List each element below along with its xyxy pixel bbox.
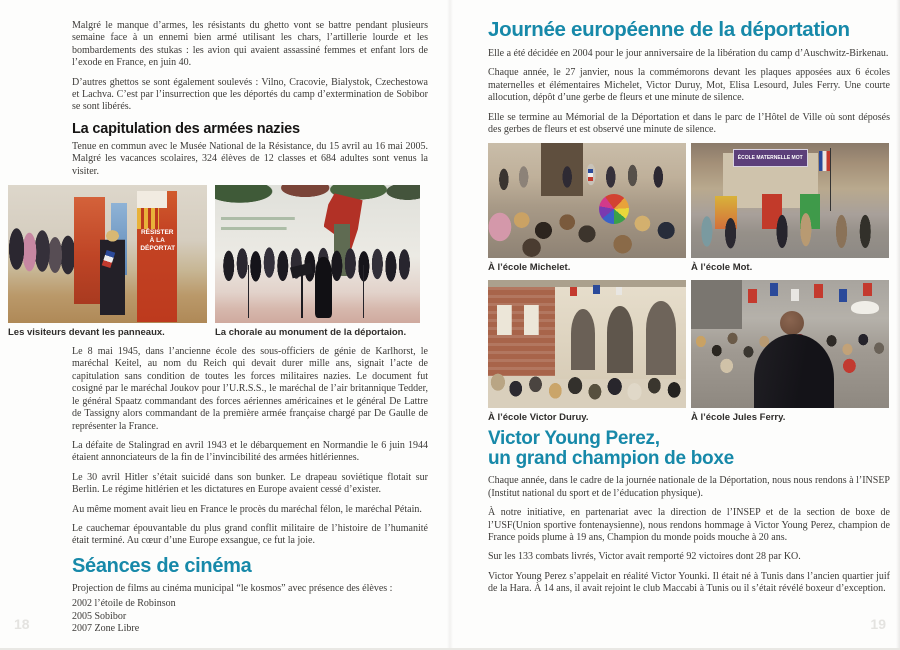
- paragraph-stalingrad: La défaite de Stalingrad en avril 1943 et le débarquement en Normandie le 6 juin 1944 étaient annonciateurs de la fin de l’invincibilité des armées hitlériennes.: [72, 439, 428, 464]
- red-exhibit-column: [137, 191, 177, 322]
- paragraph-decidee-2004: Elle a été décidée en 2004 pour le jour anniversaire de la libération du camp d’Auschwitz-Birkenau.: [488, 48, 889, 59]
- film-item-2007: 2007 Zone Libre: [72, 623, 140, 635]
- official-with-sash: [100, 229, 126, 315]
- music-stand: [301, 271, 303, 318]
- paragraph-8-mai-1945: Le 8 mai 1945, dans l’ancienne école des sous-officiers de génie de Karlhorst, le maréchal Keitel, au nom du Reich qui devait durer mille ans, signait l’acte de capitulation sans condition de toutes les forces militaires nazies. Le document fut cosigné par le maréchal Joukov pour l’U.R.S.S., le maréchal de l’air britannique Tedder, le général Spaatz commandant des forces aériennes américaines et le général De Lattre de Tassigny alors commandant de la première armée française chargé par De Gaulle de représenter la France.: [72, 346, 428, 432]
- photo-chorale: [215, 185, 420, 323]
- photo-ecole-victor-duruy: [488, 280, 686, 408]
- mayor-tricolor-sash: [588, 169, 593, 181]
- page-fold: [447, 0, 453, 650]
- mic-stand-right: [363, 265, 365, 317]
- heading-victor-young-perez: [488, 429, 890, 469]
- figure-ferry: [691, 280, 889, 423]
- right-text-column-top: [488, 18, 890, 136]
- photo-ecole-mot: [691, 143, 889, 258]
- caption-visitors: Les visiteurs devant les panneaux.: [8, 327, 165, 339]
- paragraph-hitler-bunker: Le 30 avril Hitler s’était suicidé dans son bunker. Le drapeau soviétique flotait sur Berlin. Le régime hitlérien et les dictatures en Europe avaient cessé d’exister.: [72, 471, 428, 496]
- brick-facade: [488, 287, 555, 377]
- paragraph-ghetto-resistance: Malgré le manque d’armes, les résistants du ghetto vont se battre pendant plusieurs semaine face à un ennemi bien armé utilisant les chars, l’artillerie lourde et les bombardements des stukas : les avion qui avaient assassiné femmes et enfant lors de l’exode en France, en juin 40.: [72, 20, 428, 69]
- page-number-right: 19: [870, 616, 886, 632]
- school-name-sign: ÉCOLE MATERNELLE MOT: [733, 149, 808, 167]
- heading-victor-line2: un grand champion de boxe: [488, 448, 734, 470]
- left-photo-row: [8, 185, 420, 338]
- caption-duruy: À l’école Victor Duruy.: [488, 412, 589, 424]
- children-crowd: [488, 189, 686, 258]
- paragraph-petain: Au même moment avait lieu en France le procès du maréchal félon, le maréchal Pétain.: [72, 503, 422, 515]
- figure-michelet: [488, 143, 686, 273]
- facade-flags: [559, 283, 678, 301]
- film-item-2005: 2005 Sobibor: [72, 610, 127, 622]
- heading-victor-line1: Victor Young Perez,: [488, 428, 660, 450]
- trees-foliage: [215, 185, 420, 213]
- rainbow-hat: [599, 194, 629, 224]
- paragraph-combats: Sur les 133 combats livrés, Victor avait remporté 92 victoires dont 28 par KO.: [488, 551, 801, 563]
- figure-chorale: [215, 185, 420, 338]
- photo-ecole-michelet: [488, 143, 686, 258]
- photo-visitors: [8, 185, 207, 323]
- left-text-column-top: [72, 20, 428, 178]
- paragraph-initiative: À notre initiative, en partenariat avec la direction de l’INSEP et de la section de boxe de l’USF(Union sportive fontenaysienne), nous rendons hommage à Victor Young Perez, champion de France poids plume à 19 ans, Champion du monde poids mouche à 20 ans.: [488, 507, 890, 544]
- arched-window-2: [607, 306, 633, 373]
- french-flag: [819, 151, 830, 171]
- paragraph-younki: Victor Young Perez s’appelait en réalité Victor Younki. Il était né à Tunis dans l’ancien quartier juif de la Hara. À 14 ans, il avait rejoint le club Maccabi à Tunis ou il s’était révélé boxeur d’exception.: [488, 570, 890, 595]
- standing-attendees: [691, 199, 889, 259]
- figure-mot: [691, 143, 889, 273]
- school-photo-grid: [488, 143, 890, 423]
- heading-capitulation: La capitulation des armées nazies: [72, 120, 300, 137]
- leather-jacket: [754, 334, 833, 408]
- figure-duruy: [488, 280, 686, 423]
- caption-chorale: La chorale au monument de la déportaion.: [215, 327, 407, 339]
- scan-edge-right: [896, 0, 900, 650]
- wall-inscription: [221, 215, 303, 232]
- paragraph-insep: Chaque année, dans le cadre de la journée nationale de la Déportation, nous nous rendons à l’INSEP (Institut national du sport et de l’éducation physique).: [488, 475, 890, 499]
- heading-journee-europeenne: Journée européenne de la déportation: [488, 18, 850, 41]
- conductor: [315, 257, 331, 318]
- banner-slogan-text: RÉSISTER À LA DÉPORTAT: [140, 228, 176, 252]
- caption-michelet: À l’école Michelet.: [488, 262, 571, 274]
- panel-photo-grid: [137, 208, 159, 229]
- paragraph-musee-resistance: Tenue en commun avec le Musée National de la Résistance, du 15 avril au 16 mai 2005. Malgré les vacances scolaires, 324 élèves de 12 classes et 684 adultes sont venus la visiter.: [72, 140, 428, 177]
- navy-cap: [851, 301, 879, 314]
- left-text-column-bottom: [72, 346, 428, 636]
- arched-window-1: [571, 309, 595, 370]
- heading-seances-cinema: Séances de cinéma: [72, 554, 252, 577]
- photo-ecole-jules-ferry: [691, 280, 889, 408]
- paragraph-memorial: Elle se termine au Mémorial de la Déportation et dans le parc de l’Hôtel de Ville où sont déposés des gerbes de fleurs et est observé une minute de silence.: [488, 111, 890, 136]
- film-item-2002: 2002 l’étoile de Robinson: [72, 598, 176, 610]
- figure-visitors: [8, 185, 207, 338]
- paragraph-cauchemar: Le cauchemar épouvantable du plus grand conflit militaire de l’histoire de l’humanité était terminé. Au cœur d’une Europe exsangue, ce fut la joie.: [72, 522, 428, 547]
- paragraph-27-janvier: Chaque année, le 27 janvier, nous la commémorons devant les plaques apposées aux 6 écoles maternelles et élémentaires Michelet, Victor Duruy, Mot, Elisa Lesourd, Jules Ferry. Une courte allocution, dépôt d’une gerbe de fleurs et une minute de silence.: [488, 67, 890, 104]
- paragraph-other-ghettos: D’autres ghettos se sont également soulevés : Vilno, Cracovie, Bialystok, Czechestowa et Lachva. C’est par l’insurrection que les déportés du camp d’extermination de Sobibor se sont libérés.: [72, 76, 428, 113]
- caption-mot: À l’école Mot.: [691, 262, 753, 274]
- caption-ferry: À l’école Jules Ferry.: [691, 412, 786, 424]
- ceremony-crowd: [488, 365, 686, 409]
- right-text-column-bottom: [488, 429, 890, 595]
- page-number-left: 18: [14, 616, 30, 632]
- page-right: [450, 0, 900, 650]
- paragraph-projection: Projection de films au cinéma municipal “le kosmos” avec présence des élèves :: [72, 582, 393, 594]
- mic-stand-left: [248, 265, 250, 317]
- panel-white-plate: [137, 191, 166, 208]
